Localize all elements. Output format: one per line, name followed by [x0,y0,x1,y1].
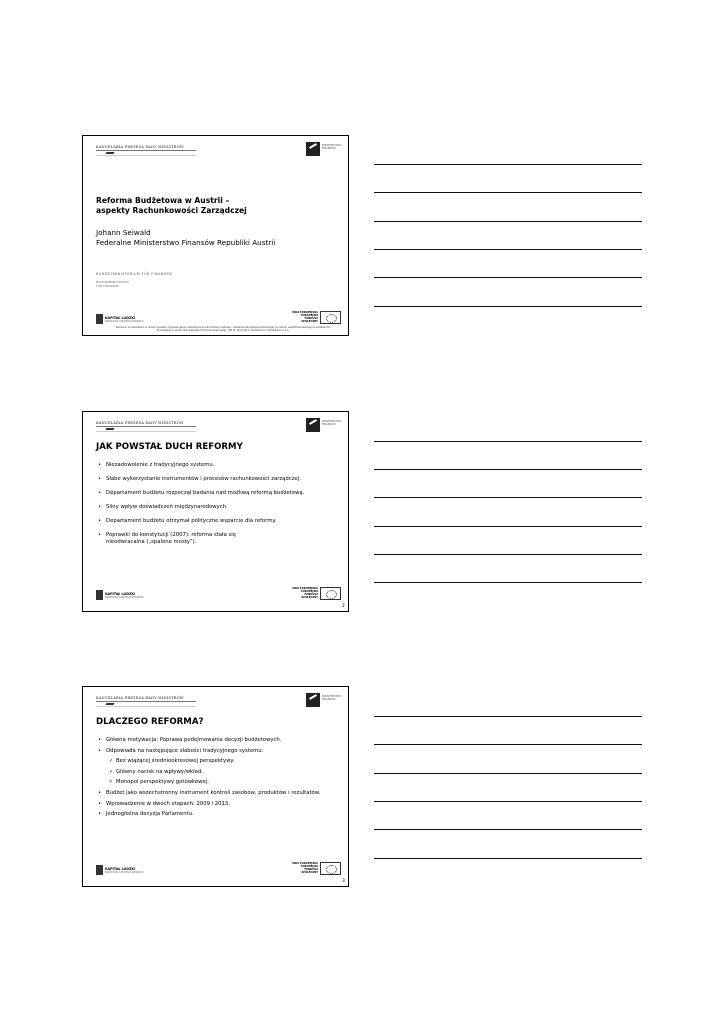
note-line [374,526,642,527]
note-line [374,497,642,498]
ministry-line-2: BUNDESMINISTERIUM [96,280,129,284]
mof-logo-icon [306,693,320,707]
kprm-logo [96,421,196,427]
page-number: 2 [342,604,345,609]
note-line [374,192,642,193]
kapital-ludzki-label: KAPITAŁ LUDZKI [105,592,136,596]
note-line [374,801,642,802]
eu-flag-icon [320,311,341,324]
note-line [374,744,642,745]
kapital-ludzki-label: KAPITAŁ LUDZKI [105,867,136,871]
page-number: 3 [342,879,345,884]
note-line [374,306,642,307]
eu-text: UNIA EUROPEJSKA EUROPEJSKI FUNDUSZ SPOŁECZNY [292,862,318,875]
bullet-item: • Słabe wykorzystanie instrumentów i procesów rachunkowości zarządczej. [96,476,342,483]
eagle-icon [105,152,114,154]
note-line [374,582,642,583]
eagle-icon [105,703,114,705]
slide-2 [82,411,349,612]
bullet-item: • Jednogłośna decyzja Parlamentu. [96,811,342,818]
mof-logo-icon [306,418,320,432]
bullet-item: • Departament budżetu otrzymał polityczne wsparcie dla reformy. [96,518,342,525]
mof-text: MINISTERSTWO FINANSÓW [322,420,342,426]
presentation-title [96,196,247,216]
kapital-ludzki-label: KAPITAŁ LUDZKI [105,316,136,320]
bullet-item: • Silny wpływ doświadczeń międzynarodowych. [96,504,342,511]
kapital-ludzki-sub: NARODOWA STRATEGIA SPÓJNOŚCI [105,320,144,323]
note-line [374,221,642,222]
bullet-item: • Wprowadzenie w dwóch etapach: 2009 i 2013. [96,801,342,808]
note-line [374,441,642,442]
note-line [374,716,642,717]
check-item: ✓ Bez wiążącej średniookresowej perspektywy. [96,758,342,765]
bullet-list [96,737,342,822]
bullet-list [96,462,342,553]
slide-3 [82,686,349,887]
eagle-icon [105,428,114,430]
author-block [96,228,275,248]
bullet-item: • Główna motywacja: Poprawa podejmowania decyzji budżetowych. [96,737,342,744]
eu-text: UNIA EUROPEJSKA EUROPEJSKI FUNDUSZ SPOŁECZNY [292,587,318,600]
note-line [374,249,642,250]
mof-text: MINISTERSTWO FINANSÓW [322,695,342,701]
title-line-1: Reforma Budżetowa w Austrii – [96,196,230,205]
kprm-label: KANCELARIA PREZESA RADY MINISTRÓW [96,696,196,702]
note-line [374,773,642,774]
ministry-line-3: FÜR FINANZEN [96,284,119,288]
ministry-line-1: BUNDESMINISTERIUM FÜR FINANZEN [96,272,172,276]
kprm-label: KANCELARIA PREZESA RADY MINISTRÓW [96,421,196,427]
eu-text: UNIA EUROPEJSKA EUROPEJSKI FUNDUSZ SPOŁECZNY [292,311,318,324]
kapital-ludzki-icon [96,314,103,324]
kapital-ludzki-sub: NARODOWA STRATEGIA SPÓJNOŚCI [105,596,144,599]
eu-flag-icon [320,862,341,875]
note-line [374,858,642,859]
title-line-2: aspekty Rachunkowości Zarządczej [96,206,247,215]
kprm-logo [96,696,196,702]
author-org: Federalne Ministerstwo Finansów Republiki Austrii [96,238,276,247]
header-rule [96,155,196,156]
disclaimer-text: Szkolenie na realizowane w ramach projektu „Poprawa jakości zarządzania w administracji rządowej – Akademia Zarządzania Publicznego” w ramach współfinansowanego ze środków Unii Europejskiej w ramach Europejskiego Funduszu Społecznego. (PO KL, Priorytet V, Działanie 5.1, Poddziałanie 5.1.1) [115,326,331,332]
check-item: ✓ Główny nacisk na wpływy/wkład. [96,769,342,776]
austrian-ministry-logo [96,272,186,288]
slide-1 [82,135,349,336]
note-line [374,829,642,830]
header-rule [96,431,196,432]
kapital-ludzki-sub: NARODOWA STRATEGIA SPÓJNOŚCI [105,871,144,874]
slide-title: JAK POWSTAŁ DUCH REFORMY [96,442,243,452]
kapital-ludzki-icon [96,590,103,600]
bullet-item: • Departament budżetu rozpoczął badania nad możliwą reformą budżetową. [96,490,342,497]
note-line [374,554,642,555]
note-line [374,277,642,278]
slide-title: DLACZEGO REFORMA? [96,717,204,727]
kprm-logo [96,145,196,151]
bullet-item: • Budżet jako wszechstronny instrument kontroli zasobów, produktów i rezultatów. [96,790,322,797]
eu-flag-icon [320,587,341,600]
mof-logo-icon [306,142,320,156]
kapital-ludzki-icon [96,865,103,875]
header-rule [96,706,196,707]
mof-text: MINISTERSTWO FINANSÓW [322,144,342,150]
bullet-item: • Poprawki do konstytucji (2007): reforma stała się nieodwracalna („spalone mosty”). [96,532,266,546]
check-item: ✓ Monopol perspektywy gotówkowej. [96,779,342,786]
note-line [374,469,642,470]
bullet-item: • Niezadowolenie z tradycyjnego systemu. [96,462,342,469]
kprm-label: KANCELARIA PREZESA RADY MINISTRÓW [96,145,196,151]
author-name: Johann Seiwald [96,228,151,237]
bullet-item: • Odpowiada na następujące słabości tradycyjnego systemu: [96,748,342,755]
note-line [374,164,642,165]
